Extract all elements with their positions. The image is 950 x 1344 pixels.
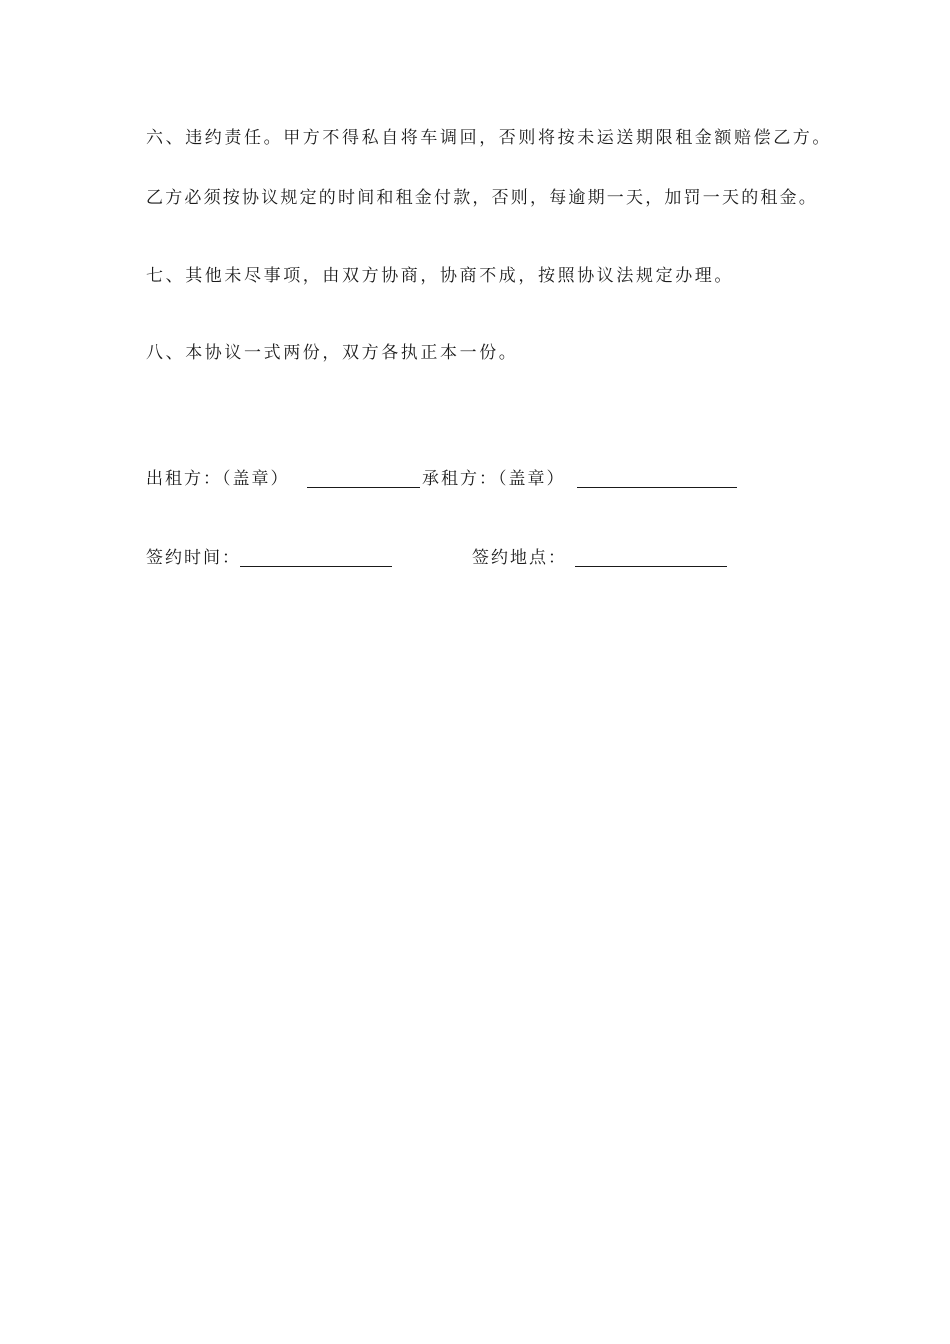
- lessee-seal-label: 承租方：（盖章）: [422, 469, 566, 489]
- lessor-seal-label: 出租方：（盖章）: [146, 469, 290, 489]
- clause-eight: 八、本协议一式两份，双方各执正本一份。: [146, 343, 519, 363]
- lessor-signature-line[interactable]: [307, 469, 420, 488]
- clause-six-liability: 六、违约责任。甲方不得私自将车调回，否则将按未运送期限租金额赔偿乙方。: [146, 128, 832, 148]
- lessee-signature-line[interactable]: [577, 469, 737, 488]
- clause-seven: 七、其他未尽事项，由双方协商，协商不成，按照协议法规定办理。: [146, 266, 734, 286]
- sign-time-label: 签约时间：: [146, 548, 241, 568]
- clause-six-payment: 乙方必须按协议规定的时间和租金付款，否则，每逾期一天，加罚一天的租金。: [146, 188, 818, 208]
- sign-place-label: 签约地点：: [472, 548, 567, 568]
- sign-time-line[interactable]: [240, 548, 392, 567]
- sign-place-line[interactable]: [575, 548, 727, 567]
